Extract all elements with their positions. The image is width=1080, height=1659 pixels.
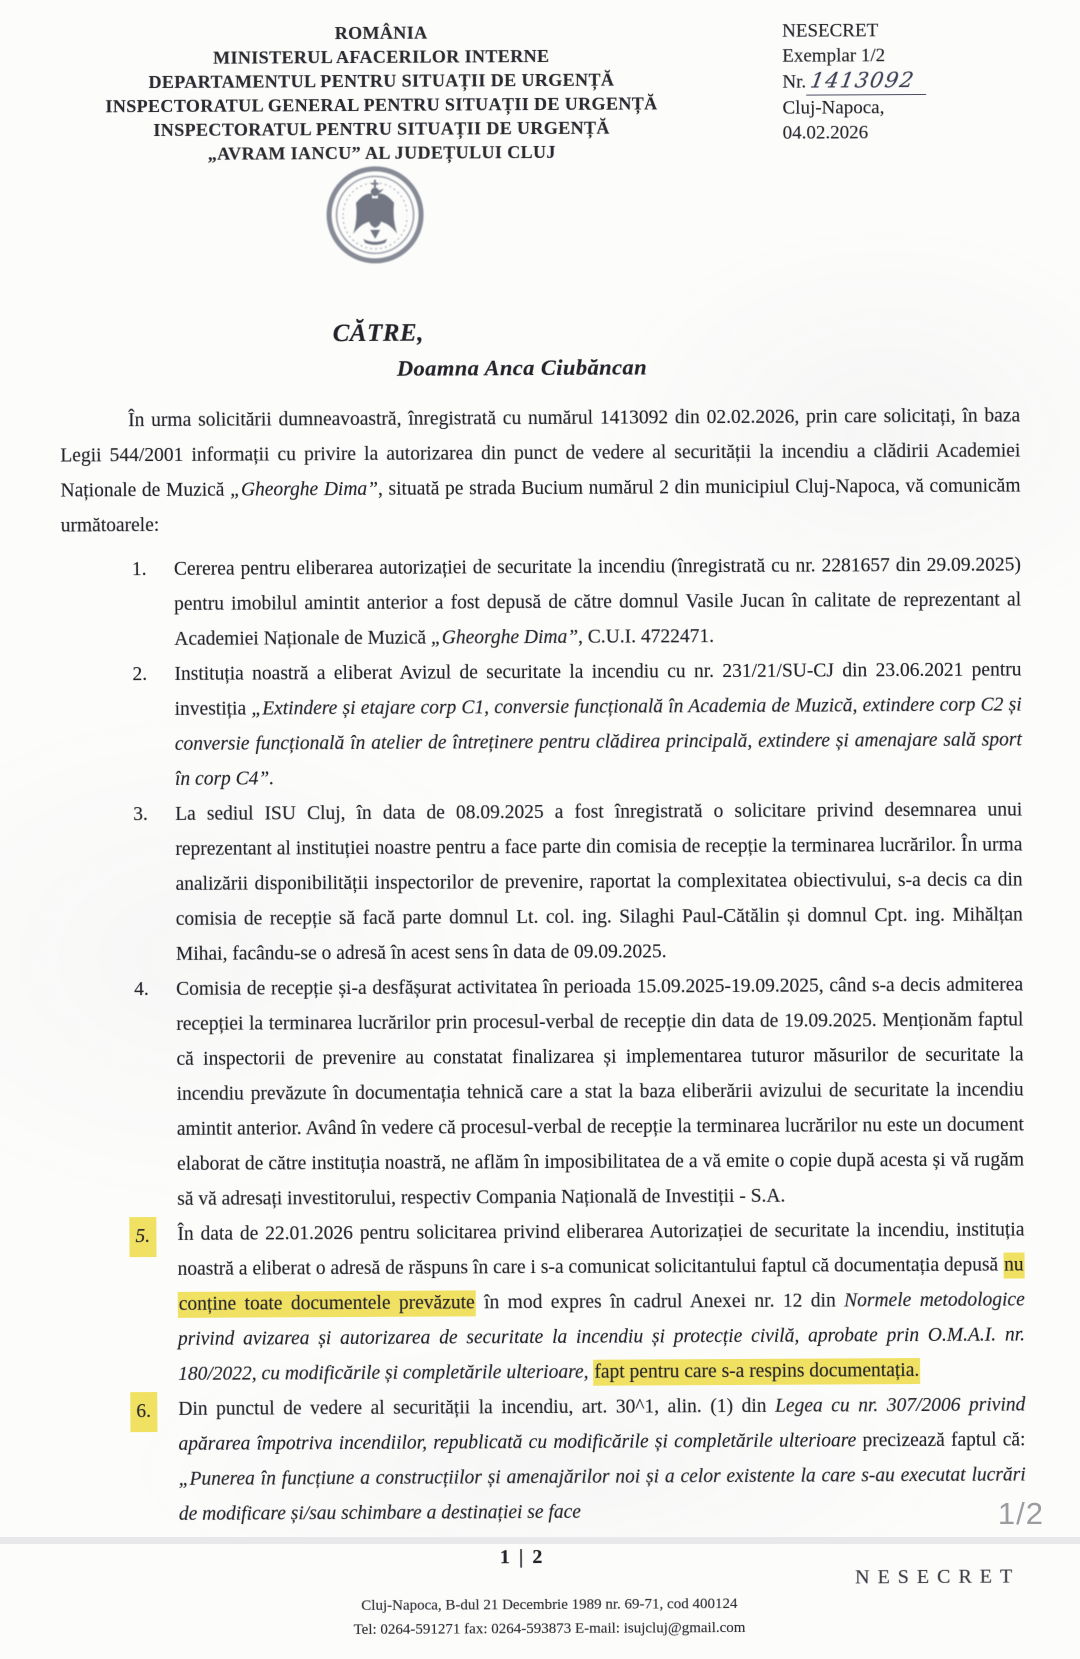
list-item-5-text: În data de 22.01.2026 pentru solicitarea privind eliberarea Autorizației de securitate la incendiu, instituția noastră a eliberat o adresă de răspuns în care i s-a comunicat solicitantului faptul că documentația depusă nu conține toate documentele prevăzute în mod expres în cadrul Anexei nr. 12 din Normele metodologice privind avizarea și autorizarea de securitate la incendiu și protecție civilă, aprobate prin O.M.A.I. nr. 180/2022, cu modificările și completările ulterioare, fapt pentru care s-a respins documentația. (177, 1219, 1026, 1385)
salutation (333, 316, 1078, 382)
footer-address-line2: Tel: 0264-591271 fax: 0264-593873 E-mail: isujcluj@gmail.com (353, 1619, 746, 1638)
salutation-recipient-name: Doamna Anca Ciubăncan (396, 354, 648, 381)
list-item-5-number-highlighted: 5. (129, 1217, 156, 1257)
handwritten-registration-number: 1413092 (806, 68, 931, 96)
list-item-5 (135, 1212, 1025, 1392)
letterhead-line-general-inspectorate: INSPECTORATUL GENERAL PENTRU SITUAȚII DE URGENȚĂ (105, 93, 658, 117)
classification-block (782, 17, 1025, 145)
list-item-1-text: Cererea pentru eliberarea autorizației de securitate la incendiu (înregistrată cu nr. 2281657 din 29.09.2025) pentru imobilul amintit anterior a fost depusă de către domnul Vasile Jucan în calitate de reprezentant al Academiei Naționale de Muzică „Gheorghe Dima”, C.U.I. 4722471. (173, 554, 1022, 650)
footer-address-line1: Cluj-Napoca, B-dul 21 Decembrie 1989 nr. 69-71, cod 400124 (361, 1595, 738, 1614)
list-item-3-text: La sediul ISU Cluj, în data de 08.09.2025 a fost înregistrată o solicitare privind desemnarea unui reprezentant al instituției noastre pentru a face parte din comisia de recepție la terminarea lucrărilor. În urma analizării disponibilității inspectorilor de prevenire, raportat la complexitatea obiectivului, s-a decis ca din comisia de recepție să facă parte domnul Lt. col. ing. Silaghi Paul-Cătălin și domnul Cpt. ing. Mihălțan Mihai, facându-se o adresă în acest sens în data de 09.09.2025. (175, 799, 1023, 965)
date-label: 04.02.2026 (782, 122, 869, 144)
document-header (0, 0, 1077, 167)
list-item-2-text: Instituția noastră a eliberat Avizul de securitate la incendiu cu nr. 231/21/SU-CJ din 23.06.2021 pentru investiția „Extindere și etajare corp C1, conversie funcțională în Academia de Muzică, extindere corp C2 și conversie funcțională în atelier de întreținere pentru clădirea principală, extindere și amenajare sală sport în corp C4”. (174, 659, 1022, 790)
coat-of-arms-seal-icon (325, 165, 426, 266)
document-footer (4, 1543, 1080, 1659)
exemplar-label: Exemplar 1/2 (782, 45, 886, 67)
list-item-4-number: 4. (134, 979, 149, 1001)
nr-label: Nr. (782, 71, 807, 93)
letterhead (74, 19, 689, 166)
letterhead-line-department: DEPARTAMENTUL PENTRU SITUAȚII DE URGENȚĂ (148, 69, 615, 93)
letterhead-line-unit: „AVRAM IANCU” AL JUDEȚULUI CLUJ (207, 141, 556, 164)
letterhead-line-country: ROMÂNIA (334, 22, 428, 44)
salutation-to: CĂTRE, (332, 319, 425, 348)
numbered-list (132, 547, 1026, 1532)
classification-label: NESECRET (782, 20, 879, 42)
viewer-bottom-edge (0, 1537, 1080, 1544)
list-item-2 (132, 652, 1022, 797)
list-item-2-number: 2. (132, 664, 148, 686)
list-item-6 (136, 1387, 1026, 1532)
footer-address (9, 1590, 1080, 1644)
list-item-4 (134, 967, 1024, 1217)
intro-paragraph: În urma solicitării dumneavoastră, înregistrată cu numărul 1413092 din 02.02.2026, prin care solicitați, în baza Legii 544/2001 informații cu privire la autorizarea din punct de vedere al securității la incendiu a clădirii Academiei Naționale de Muzică „Gheorghe Dima”, situată pe strada Bucium numărul 2 din municipiul Cluj-Napoca, vă comunicăm următoarele: (60, 405, 1021, 537)
footer-classification: NESECRET (855, 1565, 1021, 1589)
letterhead-line-inspectorate: INSPECTORATUL PENTRU SITUAȚII DE URGENȚĂ (153, 117, 610, 141)
viewer-page-indicator: 1/2 (997, 1496, 1044, 1531)
registration-number-row (782, 67, 1024, 95)
letterhead-line-ministry: MINISTERUL AFACERILOR INTERNE (213, 45, 550, 68)
city-label: Cluj-Napoca, (782, 97, 885, 119)
list-item-4-text: Comisia de recepție și-a desfășurat activitatea în perioada 15.09.2025-19.09.2025, când s-a decis admiterea recepției la terminarea lucrărilor prin procesul-verbal de recepție din data de 19.09.2025. Menționăm faptul că inspectorii de prevenire au constatat finalizarea și implementarea tuturor măsurilor de securitate la incendiu prevăzute în documentația tehnică care a stat la baza eliberării avizului de securitate la incendiu amintit anterior. Având în vedere că procesul-verbal de recepție la terminarea lucrărilor nu este un document elaborat de către instituția noastră, ne aflăm în imposibilitatea de a vă emite o copie după acesta și vă rugăm să vă adresați investitorului, respectiv Compania Națională de Investiții - S.A. (176, 974, 1025, 1210)
page-marker: 1 | 2 (499, 1545, 545, 1569)
list-item-3-number: 3. (133, 804, 148, 826)
list-item-3 (133, 792, 1023, 972)
list-item-6-text: Din punctul de vedere al securității la incendiu, art. 30^1, alin. (1) din Legea cu nr. 307/2006 privind apărarea împotriva incendiilor, republicată cu modificările și completările ulterioare precizează faptul că: „Punerea în funcțiune a construcțiilor și amenajărilor noi și a celor existente la care s-au executat lucrări de modificare și/sau schimbare a destinației se face (178, 1394, 1026, 1525)
list-item-6-number-highlighted: 6. (130, 1392, 157, 1432)
list-item-1-number: 1. (131, 559, 147, 581)
list-item-1 (132, 547, 1022, 657)
